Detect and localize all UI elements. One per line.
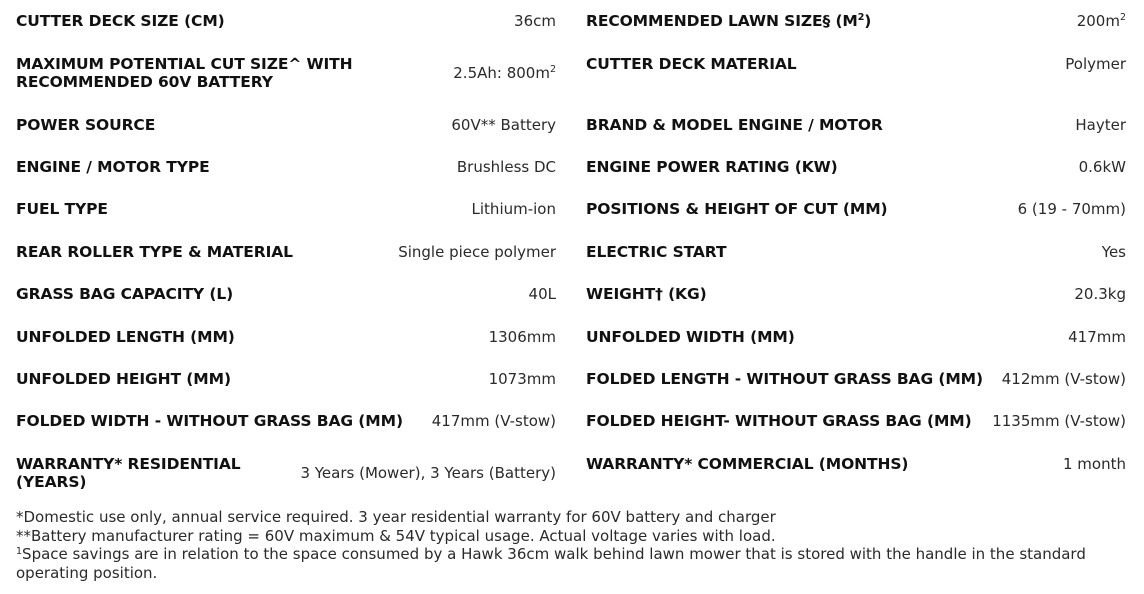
spec-value — [514, 12, 556, 30]
spec-label-text: FOLDED LENGTH - WITHOUT GRASS BAG (MM) — [586, 370, 983, 388]
footnote — [16, 527, 1131, 546]
spec-label-text: MAXIMUM POTENTIAL CUT SIZE^ WITH RECOMMENDED 60V BATTERY — [16, 55, 353, 91]
spec-row — [586, 243, 1126, 261]
spec-row — [16, 12, 556, 30]
spec-label-text: WEIGHT† (KG) — [586, 285, 707, 303]
spec-label-text: FOLDED WIDTH - WITHOUT GRASS BAG (MM) — [16, 412, 403, 430]
spec-value — [1075, 116, 1126, 134]
spec-label — [586, 243, 726, 261]
spec-value-text: 1135mm (V-stow) — [992, 412, 1126, 430]
spec-value-superscript: 2 — [549, 64, 556, 75]
spec-row — [586, 370, 1126, 388]
spec-label — [586, 200, 888, 218]
spec-label-superscript: 2 — [857, 12, 865, 23]
spec-value-text: 3 Years (Mower), 3 Years (Battery) — [300, 464, 556, 482]
spec-value-text: 20.3kg — [1074, 285, 1126, 303]
spec-row — [586, 412, 1126, 430]
spec-row — [586, 328, 1126, 346]
spec-label-text: UNFOLDED LENGTH (MM) — [16, 328, 235, 346]
footnote-marker: 1 — [16, 546, 23, 557]
spec-value-text: 60V** Battery — [451, 116, 556, 134]
spec-row — [586, 285, 1126, 303]
spec-value-text: 417mm — [1068, 328, 1126, 346]
spec-value — [529, 285, 556, 303]
spec-row — [16, 200, 556, 218]
spec-label — [16, 243, 293, 261]
spec-label — [16, 158, 210, 176]
spec-row — [586, 55, 1126, 73]
spec-label — [586, 55, 797, 73]
spec-label — [16, 116, 155, 134]
spec-value — [472, 200, 556, 218]
spec-row — [16, 412, 556, 430]
spec-label-text: UNFOLDED WIDTH (MM) — [586, 328, 795, 346]
spec-value-text: Yes — [1101, 243, 1126, 261]
spec-label — [586, 370, 983, 388]
spec-value — [489, 370, 556, 388]
spec-value — [1079, 158, 1126, 176]
spec-label-text: REAR ROLLER TYPE & MATERIAL — [16, 243, 293, 261]
spec-label — [16, 370, 231, 388]
spec-label-text: GRASS BAG CAPACITY (L) — [16, 285, 234, 303]
spec-label-text: RECOMMENDED LAWN SIZE§ (M — [586, 12, 858, 30]
spec-value-text: 1306mm — [488, 328, 556, 346]
spec-value-text: 412mm (V-stow) — [1001, 370, 1126, 388]
spec-value-text: 36cm — [514, 12, 556, 30]
spec-value — [453, 64, 556, 82]
spec-label-text: BRAND & MODEL ENGINE / MOTOR — [586, 116, 883, 134]
spec-label — [586, 328, 795, 346]
spec-label — [16, 200, 108, 218]
footnote-text: **Battery manufacturer rating = 60V maximum & 54V typical usage. Actual voltage varies with load. — [16, 526, 776, 545]
spec-value-superscript: 2 — [1119, 12, 1126, 23]
spec-value — [1065, 55, 1126, 73]
spec-row — [586, 12, 1126, 30]
spec-label-suffix: ) — [864, 12, 872, 30]
spec-label — [16, 412, 403, 430]
spec-label — [586, 455, 908, 473]
spec-value-text: 0.6kW — [1078, 158, 1126, 176]
spec-label-text: FOLDED HEIGHT- WITHOUT GRASS BAG (MM) — [586, 412, 972, 430]
spec-value — [1068, 328, 1126, 346]
spec-label-text: ENGINE / MOTOR TYPE — [16, 158, 210, 176]
spec-label-text: POSITIONS & HEIGHT OF CUT (MM) — [586, 200, 888, 218]
spec-value — [1102, 243, 1126, 261]
spec-label-text: WARRANTY* COMMERCIAL (MONTHS) — [586, 455, 909, 473]
spec-label — [16, 328, 235, 346]
spec-value-text: 2.5Ah: 800m — [453, 64, 550, 82]
spec-value-text: 1073mm — [488, 370, 556, 388]
spec-label — [586, 285, 707, 303]
spec-label-text: CUTTER DECK SIZE (CM) — [16, 12, 225, 30]
spec-row — [586, 158, 1126, 176]
spec-row — [586, 200, 1126, 218]
spec-label-text: FUEL TYPE — [16, 200, 108, 218]
spec-row — [16, 370, 556, 388]
spec-row — [16, 116, 556, 134]
spec-label — [16, 455, 241, 491]
spec-label — [586, 12, 871, 30]
spec-row — [16, 158, 556, 176]
spec-row — [16, 328, 556, 346]
spec-value — [300, 464, 556, 482]
spec-value — [398, 243, 556, 261]
spec-row — [586, 455, 1126, 473]
footnotes — [16, 508, 1131, 582]
spec-row — [16, 243, 556, 261]
spec-value-text: Brushless DC — [456, 158, 556, 176]
footnote-text: Space savings are in relation to the space consumed by a Hawk 36cm walk behind lawn mower that is stored with the handle in the standard operating position. — [16, 545, 1086, 582]
spec-label-text: CUTTER DECK MATERIAL — [586, 55, 797, 73]
spec-label — [586, 412, 972, 430]
spec-label-text: POWER SOURCE — [16, 116, 156, 134]
spec-row — [16, 285, 556, 303]
spec-row — [16, 455, 556, 491]
spec-label-text: ELECTRIC START — [586, 243, 727, 261]
footnote — [16, 545, 1131, 582]
spec-value — [451, 116, 556, 134]
spec-label-text: UNFOLDED HEIGHT (MM) — [16, 370, 231, 388]
spec-value-text: 200m — [1076, 12, 1120, 30]
spec-label — [16, 55, 353, 91]
spec-value — [489, 328, 556, 346]
footnote-text: *Domestic use only, annual service required. 3 year residential warranty for 60V battery and charger — [16, 508, 776, 526]
spec-label — [16, 285, 233, 303]
spec-value — [1018, 200, 1126, 218]
spec-label — [16, 12, 225, 30]
spec-value-text: Lithium-ion — [471, 200, 556, 218]
spec-row — [16, 55, 556, 91]
spec-row — [586, 116, 1126, 134]
spec-value — [432, 412, 556, 430]
spec-value-text: 40L — [528, 285, 556, 303]
spec-value-text: Polymer — [1065, 55, 1126, 73]
spec-label — [586, 158, 838, 176]
spec-label — [586, 116, 883, 134]
spec-value — [992, 412, 1126, 430]
spec-value-text: 417mm (V-stow) — [431, 412, 556, 430]
spec-value-text: 6 (19 - 70mm) — [1017, 200, 1126, 218]
spec-label-text: ENGINE POWER RATING (KW) — [586, 158, 838, 176]
spec-value — [457, 158, 556, 176]
spec-value — [1074, 285, 1126, 303]
footnote — [16, 508, 1131, 527]
spec-value-text: Single piece polymer — [398, 243, 556, 261]
spec-value — [1077, 12, 1126, 30]
spec-value — [1063, 455, 1126, 473]
spec-label-text: WARRANTY* RESIDENTIAL (YEARS) — [16, 455, 241, 491]
spec-value-text: 1 month — [1063, 455, 1126, 473]
spec-value — [1002, 370, 1126, 388]
spec-value-text: Hayter — [1075, 116, 1126, 134]
